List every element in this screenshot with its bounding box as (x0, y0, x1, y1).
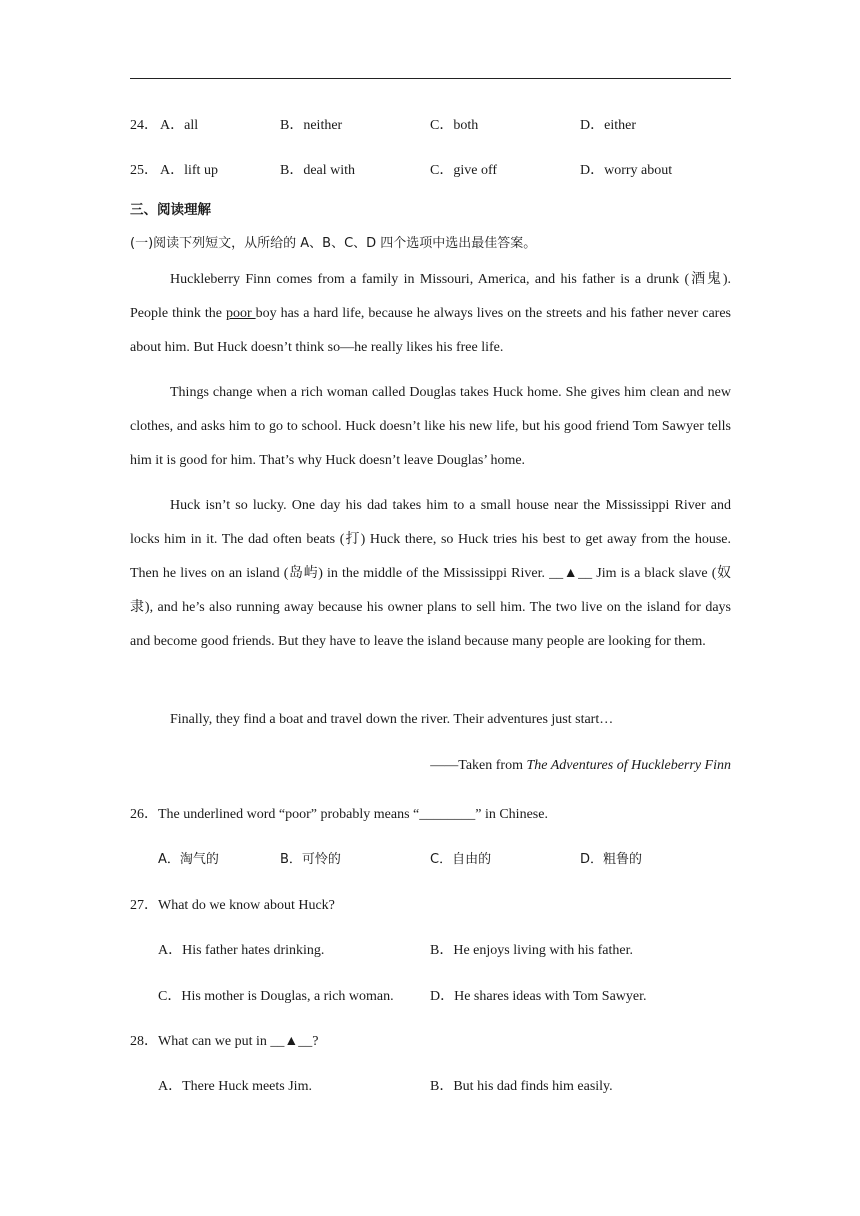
option-d[interactable]: D．粗鲁的 (580, 852, 643, 867)
question-number: 24． (130, 118, 158, 133)
section-title: 三、阅读理解 (130, 202, 211, 218)
question-28-stem (130, 1030, 318, 1050)
option-b[interactable]: B．可怜的 (280, 852, 341, 867)
option-b[interactable]: B．neither (280, 118, 343, 133)
passage-paragraph-2 (130, 376, 731, 478)
header-rule (130, 78, 731, 79)
source-title: The Adventures of Huckleberry Finn (526, 758, 731, 773)
question-27-stem: 27．What do we know about Huck? (130, 898, 335, 913)
option-a[interactable]: A．There Huck meets Jim. (158, 1079, 312, 1094)
option-d[interactable]: D．worry about (580, 163, 673, 178)
paragraph-text: Jim is a black slave (奴隶), and he’s also running away because his owner plans to sell him. The two live on the island for days and become good friends. But they have to leave the island because many people are looking for them. (130, 566, 731, 649)
option-a[interactable]: A．淘气的 (158, 852, 219, 867)
question-26-stem: 26．The underlined word “poor” probably means “________” in Chinese. (130, 807, 548, 822)
paragraph-text: Things change when a rich woman called Douglas takes Huck home. She gives him clean and new clothes, and asks him to go to school. Huck doesn’t like his new life, but his good friend Tom Sawyer tells him it is good for him. That’s why Huck doesn’t leave Douglas’ home. (130, 385, 731, 468)
answer-blank: __▲__ (270, 1034, 313, 1049)
paragraph-text: Huck isn’t so lucky. One day his dad takes him to a small house near the Mississippi River and locks him in it. The dad often beats (打) Huck there, so Huck tries his best to get away from the house. Then he lives on an island (岛屿) in the middle of the Mississippi River. (130, 498, 731, 581)
option-a[interactable]: A．all (160, 118, 199, 133)
paragraph-text: Finally, they find a boat and travel down the river. Their adventures just start… (170, 712, 614, 727)
option-c[interactable]: C．自由的 (430, 852, 492, 867)
answer-blank: __▲__ (549, 566, 593, 581)
option-d[interactable]: D．He shares ideas with Tom Sawyer. (430, 989, 647, 1004)
passage-paragraph-1 (130, 263, 731, 365)
option-c[interactable]: C．His mother is Douglas, a rich woman. (158, 989, 394, 1004)
reading-instruction: (一)阅读下列短文，从所给的 A、B、C、D 四个选项中选出最佳答案。 (130, 236, 537, 251)
option-c[interactable]: C．both (430, 118, 479, 133)
option-c[interactable]: C．give off (430, 163, 498, 178)
source-prefix: ——Taken from (430, 758, 527, 773)
underlined-word-poor: poor (225, 306, 256, 321)
passage-paragraph-4 (130, 703, 731, 737)
passage-source (430, 758, 731, 774)
option-b[interactable]: B．He enjoys living with his father. (430, 943, 633, 958)
option-a[interactable]: A．His father hates drinking. (158, 943, 325, 958)
option-b[interactable]: B．deal with (280, 163, 356, 178)
option-b[interactable]: B．But his dad finds him easily. (430, 1079, 613, 1094)
question-number: 25． (130, 163, 158, 178)
passage-paragraph-3 (130, 489, 731, 659)
option-d[interactable]: D．either (580, 118, 636, 133)
option-a[interactable]: A．lift up (160, 163, 218, 178)
paragraph-text: Huckleberry Finn comes from a family in Missouri, America, and his father is a drunk (酒鬼). People think the (130, 272, 731, 321)
paragraph-text: boy has a hard life, because he always lives on the streets and his father never cares about him. But Huck doesn’t think so—he really likes his free life. (130, 306, 731, 355)
stem-text: ? (312, 1034, 319, 1049)
stem-text: 28．What can we put in (130, 1034, 271, 1049)
